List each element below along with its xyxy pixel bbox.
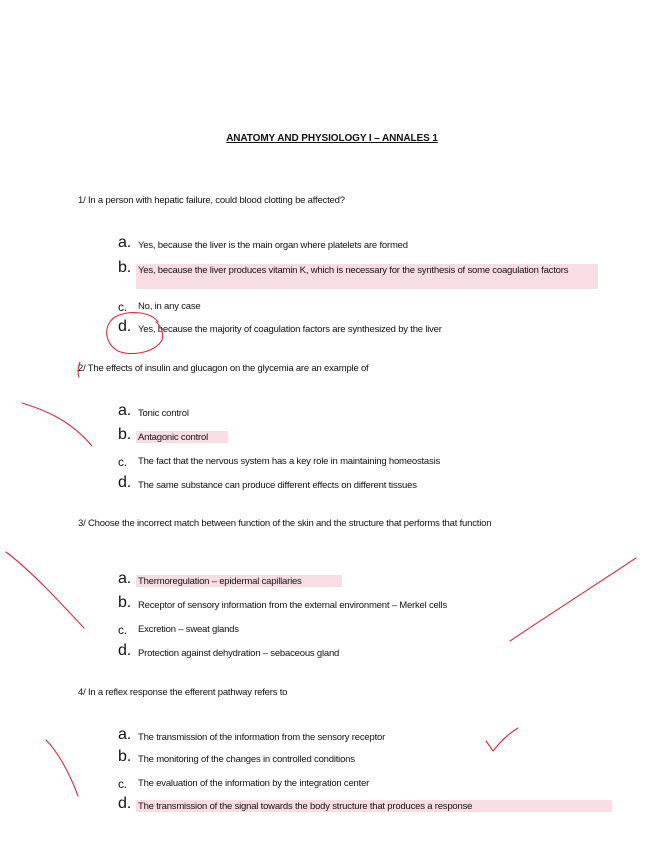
option-text: The same substance can produce different effects on different tissues bbox=[138, 480, 417, 491]
question-2: 2/ The effects of insulin and glucagon on the glycemia are an example of bbox=[78, 363, 369, 374]
option-text: No, in any case bbox=[138, 301, 201, 312]
option-text: Yes, because the majority of coagulation factors are synthesized by the liver bbox=[138, 324, 442, 335]
q1-option-d bbox=[118, 318, 610, 336]
slash-mark-left-q4 bbox=[46, 740, 78, 796]
option-letter: a. bbox=[118, 570, 131, 587]
option-letter: d. bbox=[118, 642, 131, 659]
option-text: Tonic control bbox=[138, 408, 189, 419]
option-letter: a. bbox=[118, 726, 131, 743]
option-text: Yes, because the liver is the main organ where platelets are formed bbox=[138, 240, 408, 251]
q1-option-b bbox=[118, 259, 588, 277]
q2-option-a bbox=[118, 402, 610, 420]
option-letter: d. bbox=[118, 474, 131, 491]
q4-option-b bbox=[118, 748, 610, 766]
option-letter: c. bbox=[118, 300, 127, 314]
q3-option-a bbox=[118, 570, 610, 588]
option-letter: a. bbox=[118, 234, 131, 251]
q4-option-d bbox=[118, 795, 610, 813]
option-text: The transmission of the signal towards the body structure that produces a response bbox=[138, 801, 473, 812]
q1-option-c bbox=[118, 301, 610, 313]
q2-option-c bbox=[118, 456, 610, 468]
option-letter: a. bbox=[118, 402, 131, 419]
slash-mark-left-q2 bbox=[22, 403, 92, 446]
option-letter: b. bbox=[118, 748, 131, 765]
option-letter: d. bbox=[118, 795, 131, 812]
q3-option-b bbox=[118, 594, 610, 612]
option-text: Yes, because the liver produces vitamin K, which is necessary for the synthesis of some coagulation factors bbox=[138, 265, 569, 276]
option-text: The transmission of the information from the sensory receptor bbox=[138, 732, 386, 743]
option-letter: b. bbox=[118, 426, 131, 443]
option-letter: d. bbox=[118, 318, 131, 335]
option-text: Excretion – sweat glands bbox=[138, 624, 239, 635]
q4-option-a bbox=[118, 726, 610, 744]
q2-option-d bbox=[118, 474, 610, 492]
document-title: ANATOMY AND PHYSIOLOGY I – ANNALES 1 bbox=[226, 133, 438, 144]
option-text: The fact that the nervous system has a key role in maintaining homeostasis bbox=[138, 456, 441, 467]
slash-mark-left-q3 bbox=[6, 552, 84, 628]
q4-option-c bbox=[118, 778, 610, 790]
q2-option-b bbox=[118, 426, 610, 444]
option-letter: c. bbox=[118, 777, 127, 791]
question-4: 4/ In a reflex response the efferent pathway refers to bbox=[78, 687, 288, 698]
question-1: 1/ In a person with hepatic failure, could blood clotting be affected? bbox=[78, 195, 345, 206]
q1-option-a bbox=[118, 234, 610, 252]
option-letter: c. bbox=[118, 455, 127, 469]
option-text: Thermoregulation – epidermal capillaries bbox=[138, 576, 302, 587]
question-3: 3/ Choose the incorrect match between function of the skin and the structure that performs that function bbox=[78, 518, 492, 529]
q3-option-d bbox=[118, 642, 610, 660]
option-letter: b. bbox=[118, 594, 131, 611]
option-text: The evaluation of the information by the integration center bbox=[138, 778, 370, 789]
option-text: The monitoring of the changes in controlled conditions bbox=[138, 754, 355, 765]
option-text: Antagonic control bbox=[138, 432, 209, 443]
option-text: Receptor of sensory information from the external environment – Merkel cells bbox=[138, 600, 447, 611]
option-letter: c. bbox=[118, 623, 127, 637]
option-text: Protection against dehydration – sebaceous gland bbox=[138, 648, 340, 659]
option-letter: b. bbox=[118, 259, 131, 276]
q3-option-c bbox=[118, 624, 610, 636]
